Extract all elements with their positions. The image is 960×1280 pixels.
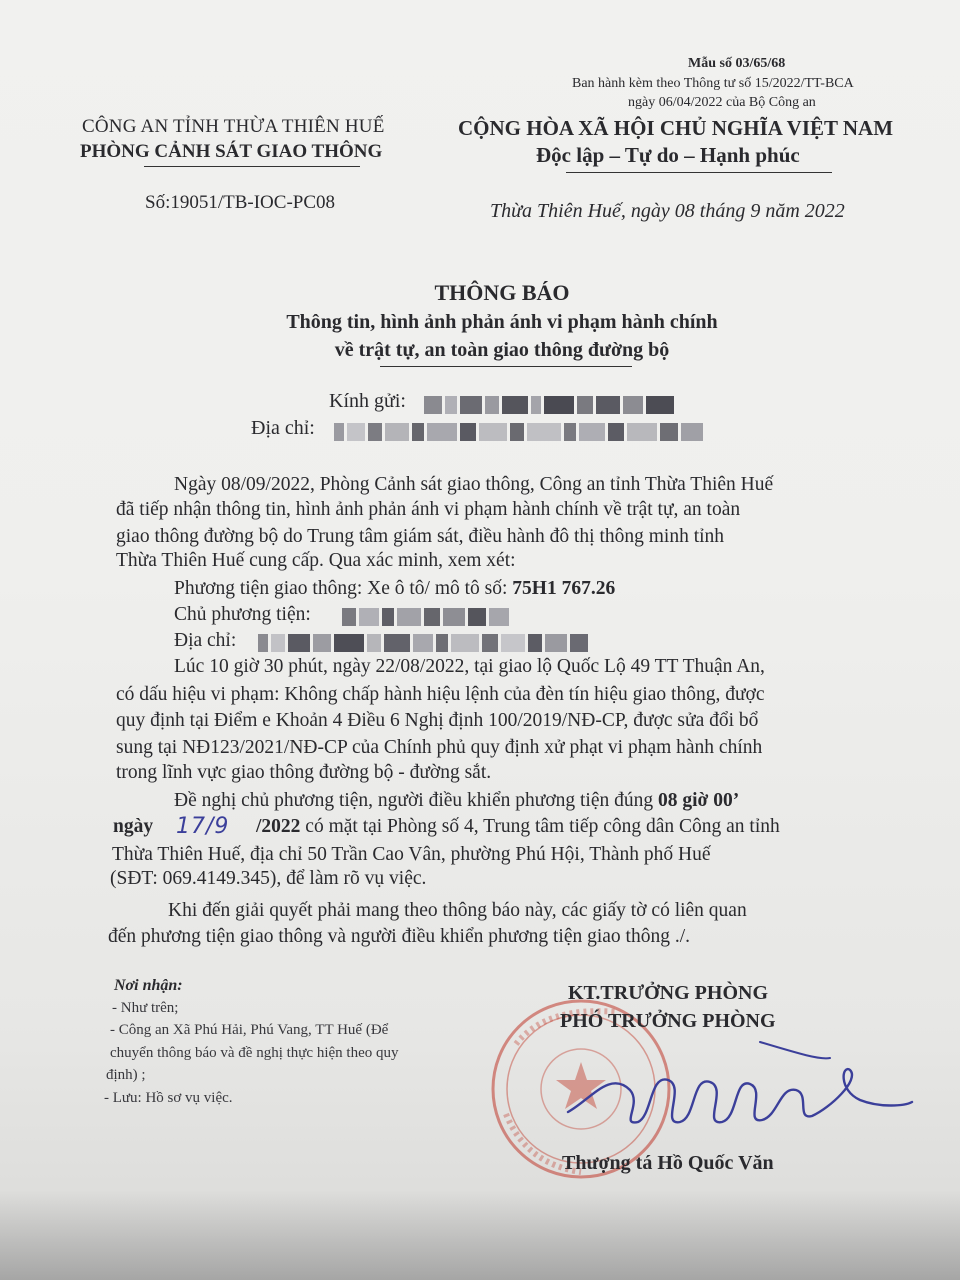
- body-line: quy định tại Điểm e Khoản 4 Điều 6 Nghị định 100/2019/NĐ-CP, được sửa đổi bổ: [116, 710, 759, 731]
- form-issued-date: ngày 06/04/2022 của Bộ Công an: [628, 95, 816, 110]
- body-line: (SĐT: 069.4149.345), để làm rõ vụ việc.: [110, 868, 427, 889]
- agency-department: PHÒNG CẢNH SÁT GIAO THÔNG: [80, 141, 383, 162]
- recipient-item: chuyển thông báo và đề nghị thực hiện theo quy: [110, 1045, 399, 1061]
- nation-motto: Độc lập – Tự do – Hạnh phúc: [536, 143, 800, 167]
- body-line: Khi đến giải quyết phải mang theo thông báo này, các giấy tờ có liên quan: [168, 900, 747, 921]
- recipient-item: - Như trên;: [112, 1000, 179, 1016]
- agency-parent: CÔNG AN TỈNH THỪA THIÊN HUẾ: [82, 116, 385, 137]
- signature-title-2: PHÓ TRƯỞNG PHÒNG: [560, 1010, 776, 1032]
- body-line: sung tại NĐ123/2021/NĐ-CP của Chính phủ quy định xử phạt vi phạm hành chính: [116, 737, 763, 758]
- owner-redacted: [342, 608, 512, 626]
- form-issued-with: Ban hành kèm theo Thông tư số 15/2022/TT-BCA: [572, 76, 854, 91]
- body-line: có dấu hiệu vi phạm: Không chấp hành hiệu lệnh của đèn tín hiệu giao thông, được: [116, 684, 765, 705]
- body-line: Ngày 08/09/2022, Phòng Cảnh sát giao thông, Công an tỉnh Thừa Thiên Huế: [174, 474, 774, 495]
- body-line: Thừa Thiên Huế, địa chỉ 50 Trần Cao Vân, phường Phú Hội, Thành phố Huế: [112, 844, 711, 865]
- agency-underline: [144, 166, 360, 167]
- body-line: đến phương tiện giao thông và người điều khiển phương tiện giao thông ./.: [108, 926, 691, 947]
- appointment-day-label: [113, 816, 153, 838]
- handwritten-signature: [560, 1030, 920, 1140]
- body-line: Thừa Thiên Huế cung cấp. Qua xác minh, xem xét:: [116, 550, 516, 571]
- recipient-item: - Công an Xã Phú Hải, Phú Vang, TT Huế (Để: [110, 1022, 389, 1038]
- appointment-line: [174, 790, 739, 812]
- recipient-redacted: [424, 396, 684, 414]
- owner-label: Chủ phương tiện:: [174, 604, 311, 625]
- nation-name: CỘNG HÒA XÃ HỘI CHỦ NGHĨA VIỆT NAM: [458, 116, 894, 140]
- owner-address-redacted: [258, 634, 658, 652]
- vehicle-plate: 75H1 767.26: [512, 578, 616, 599]
- body-line: giao thông đường bộ do Trung tâm giám sát, điều hành đô thị thông minh tỉnh: [116, 526, 725, 547]
- body-line: đã tiếp nhận thông tin, hình ảnh phản ánh vi phạm hành chính về trật tự, an toàn: [116, 499, 741, 520]
- motto-underline: [566, 172, 832, 173]
- form-number: Mẫu số 03/65/68: [688, 56, 786, 71]
- appointment-place: có mặt tại Phòng số 4, Trung tâm tiếp công dân Công an tỉnh: [305, 816, 780, 837]
- recipient-address-redacted: [334, 423, 754, 441]
- day-label: ngày: [113, 816, 154, 837]
- recipient-item: - Lưu: Hồ sơ vụ việc.: [104, 1090, 233, 1106]
- body-line: trong lĩnh vực giao thông đường bộ - đường sắt.: [116, 762, 492, 783]
- appointment-date-line: [256, 816, 780, 838]
- signature-title-1: KT.TRƯỞNG PHÒNG: [568, 982, 768, 1004]
- handwritten-day: 17/9: [176, 814, 230, 839]
- vehicle-line: [174, 578, 615, 600]
- signer-name: Thượng tá Hồ Quốc Văn: [562, 1152, 774, 1174]
- notice-subtitle-line-2: về trật tự, an toàn giao thông đường bộ: [334, 339, 670, 361]
- recipient-address-label: Địa chỉ:: [251, 417, 315, 439]
- appointment-text: Đề nghị chủ phương tiện, người điều khiển phương tiện đúng: [174, 790, 654, 811]
- photo-shadow: [0, 1190, 960, 1280]
- recipients-heading: Nơi nhận:: [114, 977, 183, 994]
- owner-address-label: Địa chỉ:: [174, 630, 237, 651]
- recipient-item: định) ;: [106, 1067, 146, 1083]
- title-underline: [380, 366, 632, 367]
- recipient-label: Kính gửi:: [329, 390, 406, 412]
- notice-title: THÔNG BÁO: [434, 280, 570, 305]
- document-number: Số:19051/TB-IOC-PC08: [145, 192, 336, 213]
- vehicle-label: Phương tiện giao thông: Xe ô tô/ mô tô số:: [174, 578, 508, 599]
- notice-subtitle-line-1: Thông tin, hình ảnh phản ánh vi phạm hành chính: [286, 311, 718, 333]
- body-line: Lúc 10 giờ 30 phút, ngày 22/08/2022, tại giao lộ Quốc Lộ 49 TT Thuận An,: [174, 656, 765, 677]
- appointment-year: /2022: [256, 816, 301, 837]
- dateline: Thừa Thiên Huế, ngày 08 tháng 9 năm 2022: [490, 200, 845, 222]
- appointment-time: 08 giờ 00’: [658, 790, 740, 811]
